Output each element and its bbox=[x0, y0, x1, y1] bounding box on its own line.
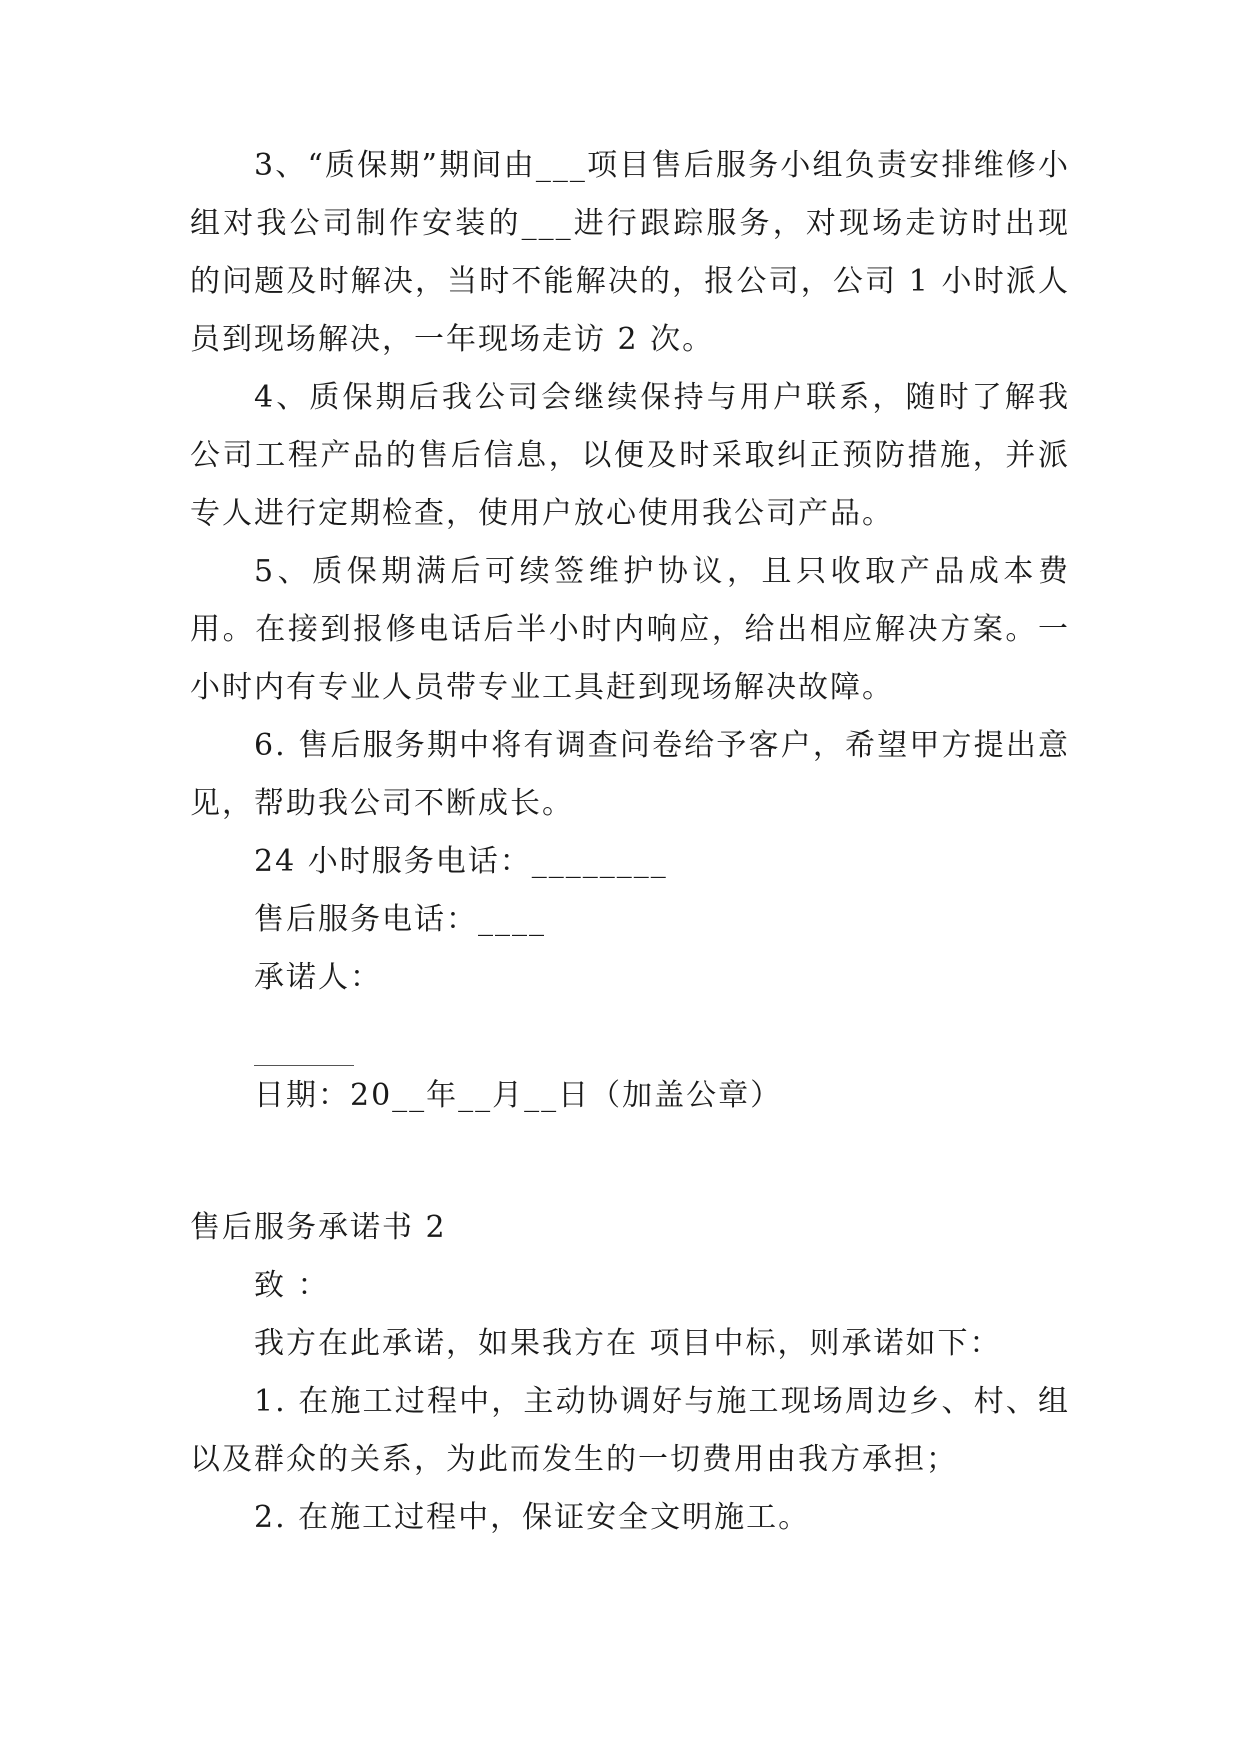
promisor-label: 承诺人： bbox=[254, 960, 382, 995]
to-line: 致 ： bbox=[254, 1268, 330, 1303]
paragraph-3: 3、“质保期”期间由___项目售后服务小组负责安排维修小组对我公司制作安装的___进行跟踪服务，对现场走访时出现的问题及时解决，当时不能解决的，报公司，公司 1 小时派人员到现场解决，一年现场走访 2 次。 bbox=[190, 148, 1070, 357]
intro-line: 我方在此承诺，如果我方在 项目中标，则承诺如下： bbox=[254, 1326, 1002, 1361]
item-1: 1. 在施工过程中，主动协调好与施工现场周边乡、村、组以及群众的关系，为此而发生的一切费用由我方承担； bbox=[190, 1384, 1070, 1477]
hotline-24h: 24 小时服务电话：________ bbox=[254, 844, 668, 879]
item-2: 2. 在施工过程中，保证安全文明施工。 bbox=[254, 1500, 811, 1535]
paragraph-4: 4、质保期后我公司会继续保持与用户联系，随时了解我公司工程产品的售后信息，以便及时采取纠正预防措施，并派专人进行定期检查，使用户放心使用我公司产品。 bbox=[190, 380, 1070, 531]
date-line: 日期：20__年__月__日（加盖公章） bbox=[254, 1078, 783, 1113]
paragraph-6: 6. 售后服务期中将有调查问卷给予客户，希望甲方提出意见，帮助我公司不断成长。 bbox=[190, 728, 1070, 821]
section-2-title: 售后服务承诺书 2 bbox=[190, 1210, 447, 1245]
paragraph-5: 5、质保期满后可续签维护协议，且只收取产品成本费用。在接到报修电话后半小时内响应，给出相应解决方案。一小时内有专业人员带专业工具赶到现场解决故障。 bbox=[190, 554, 1070, 705]
after-sales-phone: 售后服务电话：____ bbox=[254, 902, 546, 937]
signature-blank-line bbox=[254, 1065, 354, 1066]
